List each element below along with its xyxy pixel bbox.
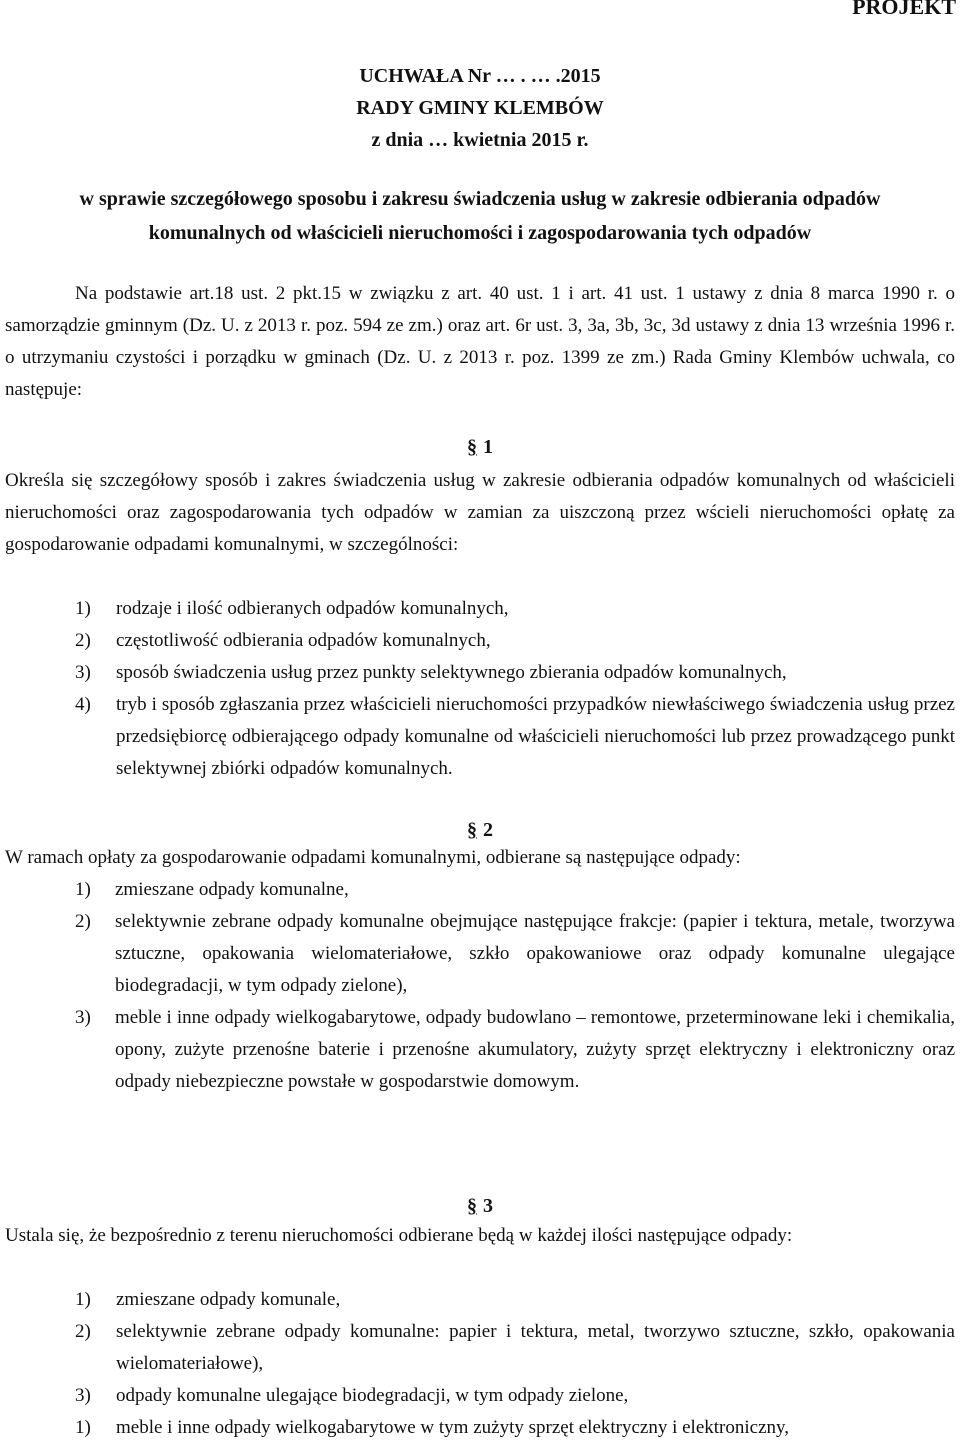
list-item [0, 1412, 960, 1444]
list-item-text: selektywnie zebrane odpady komunalne: papier i tektura, metal, tworzywo sztuczne, szkło, opakowania wielomateriałowe), [116, 1321, 955, 1374]
list-item-text: selektywnie zebrane odpady komunalne obejmujące następujące frakcje: (papier i tektura, metale, tworzywa sztuczne, opakowania wielomateriałowe, szkło opakowaniowe oraz odpady komunalne ulegające biodegradacji, w tym odpady zielone), [115, 911, 955, 996]
section-symbol: § [467, 1195, 477, 1217]
section-3-heading [0, 1191, 960, 1221]
section-3-list [0, 1284, 960, 1444]
section-2-heading [0, 815, 960, 845]
legal-basis-paragraph: Na podstawie art.18 ust. 2 pkt.15 w związku z art. 40 ust. 1 i art. 41 ust. 1 ustawy z dnia 8 marca 1990 r. o samorządzie gminnym (Dz. U. z 2013 r. poz. 594 ze zm.) oraz art. 6r ust. 3, 3a, 3b, 3c, 3d ustawy z dnia 13 września 1996 r. o utrzymaniu czystości i porządku w gminach (Dz. U. z 2013 r. poz. 1399 ze zm.) Rada Gminy Klembów uchwala, co następuje: [5, 283, 955, 400]
list-item [0, 657, 960, 689]
list-item-number: 1) [75, 598, 91, 619]
list-item-number: 1) [75, 1289, 91, 1310]
subject-line-1: w sprawie szczegółowego sposobu i zakresu świadczenia usług w zakresie odbierania odpadów [79, 188, 881, 210]
list-item-text: sposób świadczenia usług przez punkty selektywnego zbierania odpadów komunalnych, [116, 662, 787, 683]
section-symbol: § [467, 819, 477, 841]
list-item [0, 625, 960, 657]
list-item [0, 689, 960, 785]
list-item [0, 1002, 960, 1098]
list-item [0, 874, 960, 906]
subject-line-2: komunalnych od właścicieli nieruchomości i zagospodarowania tych odpadów [148, 222, 812, 244]
resolution-date: z dnia … kwietnia 2015 r. [371, 129, 589, 151]
section-number: 2 [483, 819, 493, 841]
section-3-intro: Ustala się, że bezpośrednio z terenu nieruchomości odbierane będą w każdej ilości następujące odpady: [5, 1225, 793, 1246]
list-item-text: zmieszane odpady komunalne, [115, 879, 349, 900]
list-item-text: meble i inne odpady wielkogabarytowe w tym zużyty sprzęt elektryczny i elektroniczny, [116, 1417, 790, 1438]
section-1-heading [0, 432, 960, 462]
section-2-intro: W ramach opłaty za gospodarowanie odpadami komunalnymi, odbierane są następujące odpady: [5, 847, 741, 868]
section-number: 3 [483, 1195, 493, 1217]
list-item-text: częstotliwość odbierania odpadów komunalnych, [116, 630, 491, 651]
list-item-text: rodzaje i ilość odbieranych odpadów komunalnych, [116, 598, 509, 619]
list-item-number: 3) [75, 662, 91, 683]
section-2-list [0, 874, 960, 1098]
resolution-subject [0, 182, 960, 250]
list-item-number: 1) [75, 879, 91, 900]
list-item [0, 906, 960, 1002]
section-number: 1 [483, 436, 493, 458]
draft-label: PROJEKT [852, 0, 956, 19]
council-name: RADY GMINY KLEMBÓW [356, 97, 604, 119]
list-item [0, 1316, 960, 1380]
resolution-number: UCHWAŁA Nr … . … .2015 [359, 65, 601, 87]
list-item-text: tryb i sposób zgłaszania przez właścicieli nieruchomości przypadków niewłaściwego świadczenia usług przez przedsiębiorcę odbierającego odpady komunalne od właścicieli nieruchomości lub przez prowadzącego punkt selektywnej zbiórki odpadów komunalnych. [116, 694, 955, 779]
list-item-number: 4) [75, 694, 91, 715]
list-item-text: meble i inne odpady wielkogabarytowe, odpady budowlano – remontowe, przeterminowane leki i chemikalia, opony, zużyte przenośne baterie i przenośne akumulatory, zużyty sprzęt elektryczny i elektroniczny oraz odpady niebezpieczne powstałe w gospodarstwie domowym. [115, 1007, 955, 1092]
list-item-number: 3) [75, 1007, 91, 1028]
list-item-text: odpady komunalne ulegające biodegradacji, w tym odpady zielone, [116, 1385, 629, 1406]
section-1-list [0, 593, 960, 785]
list-item-number: 2) [75, 1321, 91, 1342]
list-item-number: 3) [75, 1385, 91, 1406]
section-symbol: § [467, 436, 477, 458]
list-item [0, 1284, 960, 1316]
list-item-number: 1) [75, 1417, 91, 1438]
list-item-text: zmieszane odpady komunale, [116, 1289, 341, 1310]
resolution-title [0, 60, 960, 156]
list-item-number: 2) [75, 911, 91, 932]
list-item-number: 2) [75, 630, 91, 651]
list-item [0, 1380, 960, 1412]
list-item [0, 593, 960, 625]
section-1-intro: Określa się szczegółowy sposób i zakres świadczenia usług w zakresie odbierania odpadów komunalnych od właścicieli nieruchomości oraz zagospodarowania tych odpadów w zamian za uiszczoną przez wścieli nieruchomości opłatę za gospodarowanie odpadami komunalnymi, w szczególności: [5, 470, 955, 555]
